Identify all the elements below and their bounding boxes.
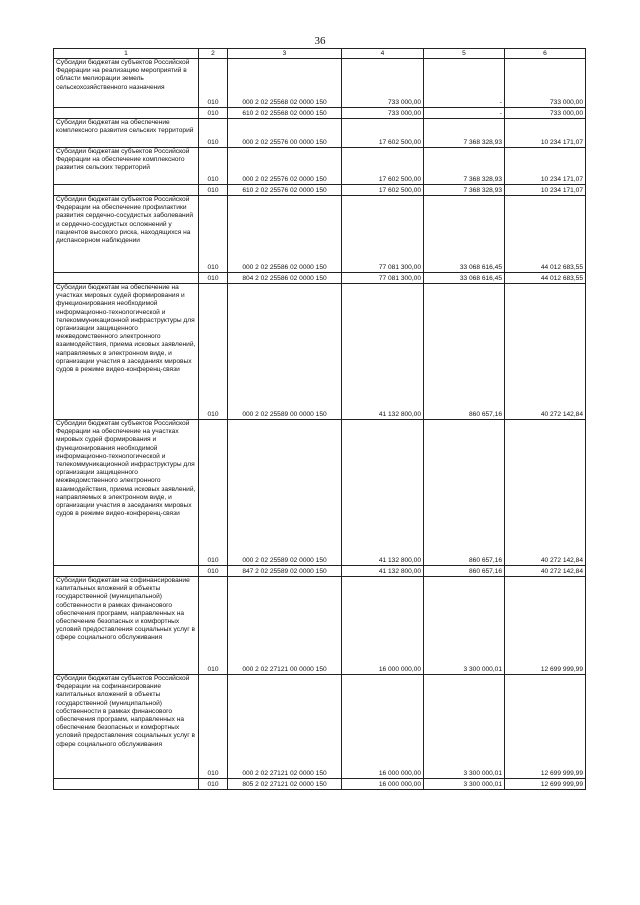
column-header: 4 (342, 49, 424, 59)
row-approved-cell: 41 132 800,00 (342, 566, 424, 577)
row-code-cell: 010 (199, 779, 228, 790)
row-approved-cell: 733 000,00 (342, 108, 424, 119)
table-body (54, 59, 586, 790)
row-kbk-cell: 000 2 02 25589 02 0000 150 (228, 420, 342, 566)
row-unexecuted-cell: 733 000,00 (505, 108, 586, 119)
row-kbk-cell: 000 2 02 27121 02 0000 150 (228, 675, 342, 779)
column-header: 6 (505, 49, 586, 59)
row-kbk-cell: 804 2 02 25586 02 0000 150 (228, 273, 342, 284)
row-unexecuted-cell: 44 012 683,55 (505, 273, 586, 284)
column-header: 2 (199, 49, 228, 59)
row-code-cell: 010 (199, 148, 228, 185)
row-kbk-cell: 000 2 02 25568 02 0000 150 (228, 59, 342, 108)
row-executed-cell: 860 657,16 (424, 420, 505, 566)
row-executed-cell: - (424, 59, 505, 108)
table-row (54, 420, 586, 566)
row-approved-cell: 17 602 500,00 (342, 185, 424, 196)
row-kbk-cell: 000 2 02 25576 02 0000 150 (228, 148, 342, 185)
row-executed-cell: 7 368 328,93 (424, 185, 505, 196)
table-row (54, 566, 586, 577)
row-name-cell (54, 108, 199, 119)
page-number: 36 (314, 35, 326, 47)
row-name-cell: Субсидии бюджетам субъектов Российской Федерации на реализацию мероприятий в области мелиорации земель сельскохозяйственного назначения (54, 59, 199, 108)
row-executed-cell: 3 300 000,01 (424, 779, 505, 790)
row-approved-cell: 41 132 800,00 (342, 284, 424, 420)
table-row (54, 273, 586, 284)
row-executed-cell: 33 068 616,45 (424, 196, 505, 273)
row-code-cell: 010 (199, 59, 228, 108)
row-code-cell: 010 (199, 273, 228, 284)
row-unexecuted-cell: 40 272 142,84 (505, 566, 586, 577)
row-executed-cell: 3 300 000,01 (424, 577, 505, 675)
column-header: 5 (424, 49, 505, 59)
row-name-cell: Субсидии бюджетам субъектов Российской Федерации на обеспечение на участках мировых судей формирования и функционирования необходимой информационно-технологической и телекоммуникационной инфраструктуры для организации защищенного межведомственного электронного взаимодействия, приема исковых заявлений, направляемых в электронном виде, и организации участия в заседаниях мировых судов в режиме видео-конференц-связи (54, 420, 199, 566)
row-executed-cell: 7 368 328,93 (424, 119, 505, 148)
row-kbk-cell: 610 2 02 25576 02 0000 150 (228, 185, 342, 196)
row-name-cell (54, 566, 199, 577)
table-row (54, 675, 586, 779)
row-unexecuted-cell: 12 699 999,99 (505, 675, 586, 779)
row-executed-cell: 33 068 616,45 (424, 273, 505, 284)
row-executed-cell: 3 300 000,01 (424, 675, 505, 779)
row-name-cell (54, 185, 199, 196)
row-approved-cell: 16 000 000,00 (342, 577, 424, 675)
row-unexecuted-cell: 44 012 683,55 (505, 196, 586, 273)
table-row (54, 185, 586, 196)
row-approved-cell: 41 132 800,00 (342, 420, 424, 566)
row-code-cell: 010 (199, 577, 228, 675)
table-row (54, 59, 586, 108)
row-code-cell: 010 (199, 108, 228, 119)
row-kbk-cell: 000 2 02 25589 00 0000 150 (228, 284, 342, 420)
row-kbk-cell: 610 2 02 25568 02 0000 150 (228, 108, 342, 119)
row-name-cell (54, 779, 199, 790)
row-kbk-cell: 847 2 02 25589 02 0000 150 (228, 566, 342, 577)
row-kbk-cell: 000 2 02 27121 00 0000 150 (228, 577, 342, 675)
row-approved-cell: 17 602 500,00 (342, 148, 424, 185)
table-row (54, 577, 586, 675)
row-unexecuted-cell: 12 699 999,99 (505, 577, 586, 675)
row-unexecuted-cell: 40 272 142,84 (505, 284, 586, 420)
table-row (54, 108, 586, 119)
row-code-cell: 010 (199, 675, 228, 779)
table-row (54, 148, 586, 185)
row-unexecuted-cell: 12 699 999,99 (505, 779, 586, 790)
column-header: 3 (228, 49, 342, 59)
row-code-cell: 010 (199, 185, 228, 196)
row-name-cell (54, 273, 199, 284)
column-header-row (54, 49, 586, 59)
row-name-cell: Субсидии бюджетам субъектов Российской Федерации на софинансирование капитальных вложений в объекты государственной (муниципальной) собственности в рамках финансового обеспечения программ, направленных на обеспечение безопасных и комфортных условий предоставления социальных услуг в сфере социального обслуживания (54, 675, 199, 779)
row-unexecuted-cell: 733 000,00 (505, 59, 586, 108)
row-executed-cell: 860 657,16 (424, 566, 505, 577)
row-approved-cell: 733 000,00 (342, 59, 424, 108)
row-name-cell: Субсидии бюджетам на обеспечение комплексного развития сельских территорий (54, 119, 199, 148)
row-approved-cell: 16 000 000,00 (342, 779, 424, 790)
table-row (54, 196, 586, 273)
row-kbk-cell: 000 2 02 25586 02 0000 150 (228, 196, 342, 273)
row-unexecuted-cell: 40 272 142,84 (505, 420, 586, 566)
row-unexecuted-cell: 10 234 171,07 (505, 119, 586, 148)
row-approved-cell: 17 602 500,00 (342, 119, 424, 148)
row-name-cell: Субсидии бюджетам на софинансирование капитальных вложений в объекты государственной (муниципальной) собственности в рамках финансового обеспечения программ, направленных на обеспечение безопасных и комфортных условий предоставления социальных услуг в сфере социального обслуживания (54, 577, 199, 675)
table-row (54, 779, 586, 790)
column-header: 1 (54, 49, 199, 59)
row-executed-cell: - (424, 108, 505, 119)
table-row (54, 284, 586, 420)
row-code-cell: 010 (199, 284, 228, 420)
row-executed-cell: 860 657,16 (424, 284, 505, 420)
table-row (54, 119, 586, 148)
row-name-cell: Субсидии бюджетам на обеспечение на участках мировых судей формирования и функционирования необходимой информационно-технологической и телекоммуникационной инфраструктуры для организации защищенного межведомственного электронного взаимодействия, приема исковых заявлений, направляемых в электронном виде, и организации участия в заседаниях мировых судов в режиме видео-конференц-связи (54, 284, 199, 420)
row-approved-cell: 16 000 000,00 (342, 675, 424, 779)
row-code-cell: 010 (199, 420, 228, 566)
row-executed-cell: 7 368 328,93 (424, 148, 505, 185)
row-code-cell: 010 (199, 566, 228, 577)
row-kbk-cell: 000 2 02 25576 00 0000 150 (228, 119, 342, 148)
row-kbk-cell: 805 2 02 27121 02 0000 150 (228, 779, 342, 790)
row-unexecuted-cell: 10 234 171,07 (505, 148, 586, 185)
row-name-cell: Субсидии бюджетам субъектов Российской Федерации на обеспечение комплексного развития сельских территорий (54, 148, 199, 185)
budget-table (53, 48, 586, 790)
row-code-cell: 010 (199, 119, 228, 148)
row-approved-cell: 77 081 300,00 (342, 196, 424, 273)
row-code-cell: 010 (199, 196, 228, 273)
row-unexecuted-cell: 10 234 171,07 (505, 185, 586, 196)
row-name-cell: Субсидии бюджетам субъектов Российской Федерации на обеспечение профилактики развития сердечно-сосудистых заболеваний и сердечно-сосудистых осложнений у пациентов высокого риска, находящихся на диспансерном наблюдении (54, 196, 199, 273)
row-approved-cell: 77 081 300,00 (342, 273, 424, 284)
